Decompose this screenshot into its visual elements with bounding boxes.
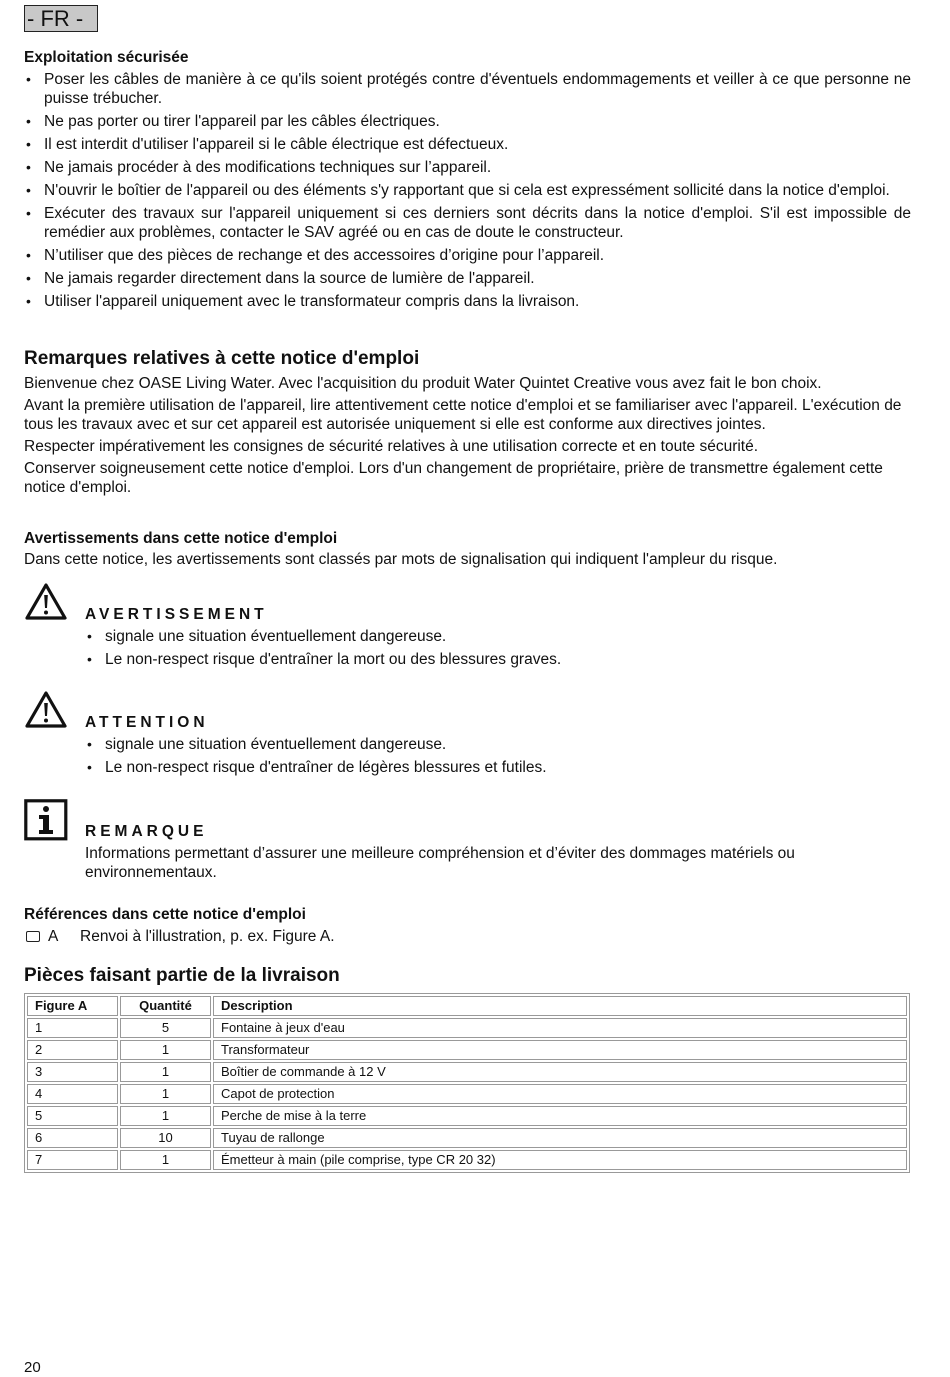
table-cell: 4 — [27, 1084, 118, 1104]
reference-text: Renvoi à l'illustration, p. ex. Figure A. — [80, 928, 335, 945]
table-cell: 6 — [27, 1128, 118, 1148]
reference-line — [24, 927, 911, 946]
table-cell: Capot de protection — [213, 1084, 907, 1104]
table-cell: Perche de mise à la terre — [213, 1106, 907, 1126]
paragraph: Bienvenue chez OASE Living Water. Avec l'acquisition du produit Water Quintet Creative vous avez fait le bon choix. — [24, 375, 822, 392]
list-item: • signale une situation éventuellement dangereuse. — [85, 627, 911, 646]
remarks-heading: Remarques relatives à cette notice d'emploi — [24, 348, 420, 369]
list-item: • Le non-respect risque d'entraîner de légères blessures et futiles. — [85, 758, 911, 777]
list-item: • Ne jamais procéder à des modifications techniques sur l’appareil. — [24, 158, 911, 177]
page-number: 20 — [24, 1359, 41, 1376]
warning-triangle-icon — [24, 582, 68, 627]
figure-reference-icon — [26, 931, 40, 942]
references-section — [24, 905, 911, 946]
table-cell: 7 — [27, 1150, 118, 1170]
warnings-intro: Dans cette notice, les avertissements sont classés par mots de signalisation qui indiquent l'ampleur du risque. — [24, 551, 778, 568]
table-row — [27, 1062, 907, 1082]
warning-triangle-icon — [24, 690, 68, 735]
remarque-text: Informations permettant d’assurer une meilleure compréhension et d’éviter des dommages matériels ou environnementaux. — [85, 845, 795, 881]
column-header: Description — [213, 996, 907, 1016]
paragraph: Respecter impérativement les consignes de sécurité relatives à une utilisation correcte et en toute sécurité. — [24, 438, 759, 455]
list-item: • Exécuter des travaux sur l'appareil uniquement si ces derniers sont décrits dans la notice d'emploi. S'il est impossible de remédier aux problèmes, contacter le SAV agréé ou en cas de doute le constructeur. — [24, 204, 911, 242]
table-cell: Émetteur à main (pile comprise, type CR 20 32) — [213, 1150, 907, 1170]
table-row — [27, 1018, 907, 1038]
list-item: • Ne pas porter ou tirer l'appareil par les câbles électriques. — [24, 112, 911, 131]
table-row — [27, 1128, 907, 1148]
table-cell: 3 — [27, 1062, 118, 1082]
table-cell: 10 — [120, 1128, 211, 1148]
list-item: • Ne jamais regarder directement dans la source de lumière de l'appareil. — [24, 269, 911, 288]
list-item: • N’utiliser que des pièces de rechange et des accessoires d’origine pour l’appareil. — [24, 246, 911, 265]
table-row — [27, 1040, 907, 1060]
list-item: • N'ouvrir le boîtier de l'appareil ou des éléments s'y rapportant que si cela est expressément sollicité dans la notice d'emploi. — [24, 181, 911, 200]
table-cell: Tuyau de rallonge — [213, 1128, 907, 1148]
table-cell: 1 — [27, 1018, 118, 1038]
table-cell: Boîtier de commande à 12 V — [213, 1062, 907, 1082]
safe-operation-heading: Exploitation sécurisée — [24, 49, 189, 66]
list-item: • Il est interdit d'utiliser l'appareil si le câble électrique est défectueux. — [24, 135, 911, 154]
warnings-section — [24, 529, 911, 572]
references-heading: Références dans cette notice d'emploi — [24, 906, 306, 923]
table-cell: 2 — [27, 1040, 118, 1060]
list-item: • Utiliser l'appareil uniquement avec le transformateur compris dans la livraison. — [24, 292, 911, 311]
paragraph: Conserver soigneusement cette notice d'emploi. Lors d'un changement de propriétaire, prière de transmettre également cette notice d'emploi. — [24, 460, 883, 496]
signal-word-avertissement: AVERTISSEMENT — [85, 606, 268, 623]
table-cell: Transformateur — [213, 1040, 907, 1060]
column-header: Quantité — [120, 996, 211, 1016]
list-item: • Poser les câbles de manière à ce qu'ils soient protégés contre d'éventuels endommagements et veiller à ce que personne ne puisse trébucher. — [24, 70, 911, 108]
table-row — [27, 1150, 907, 1170]
table-cell: 1 — [120, 1150, 211, 1170]
table-row — [27, 1084, 907, 1104]
list-item: • Le non-respect risque d'entraîner la mort ou des blessures graves. — [85, 650, 911, 669]
table-cell: Fontaine à jeux d'eau — [213, 1018, 907, 1038]
list-item: • signale une situation éventuellement dangereuse. — [85, 735, 911, 754]
reference-letter: A — [48, 928, 59, 945]
paragraph: Avant la première utilisation de l'appareil, lire attentivement cette notice d'emploi et se familiariser avec l'appareil. L'exécution de tous les travaux avec et sur cet appareil est autorisée uniquement si elle est conforme aux directives jointes. — [24, 397, 902, 433]
table-cell: 1 — [120, 1040, 211, 1060]
signal-word-attention: ATTENTION — [85, 714, 209, 731]
warnings-heading: Avertissements dans cette notice d'emploi — [24, 530, 338, 547]
table-cell: 5 — [120, 1018, 211, 1038]
remarks-section — [24, 348, 911, 500]
safe-operation-section — [24, 48, 911, 315]
delivery-heading: Pièces faisant partie de la livraison — [24, 965, 340, 986]
table-header-row — [27, 996, 907, 1016]
signal-word-remarque: REMARQUE — [85, 823, 208, 840]
table-cell: 1 — [120, 1062, 211, 1082]
safe-operation-list — [24, 70, 911, 311]
delivery-section — [24, 965, 911, 1173]
info-icon — [24, 799, 68, 846]
language-tag: - FR - — [24, 5, 98, 32]
column-header: Figure A — [27, 996, 118, 1016]
table-row — [27, 1106, 907, 1126]
parts-table — [24, 993, 910, 1173]
table-cell: 5 — [27, 1106, 118, 1126]
table-cell: 1 — [120, 1084, 211, 1104]
table-cell: 1 — [120, 1106, 211, 1126]
